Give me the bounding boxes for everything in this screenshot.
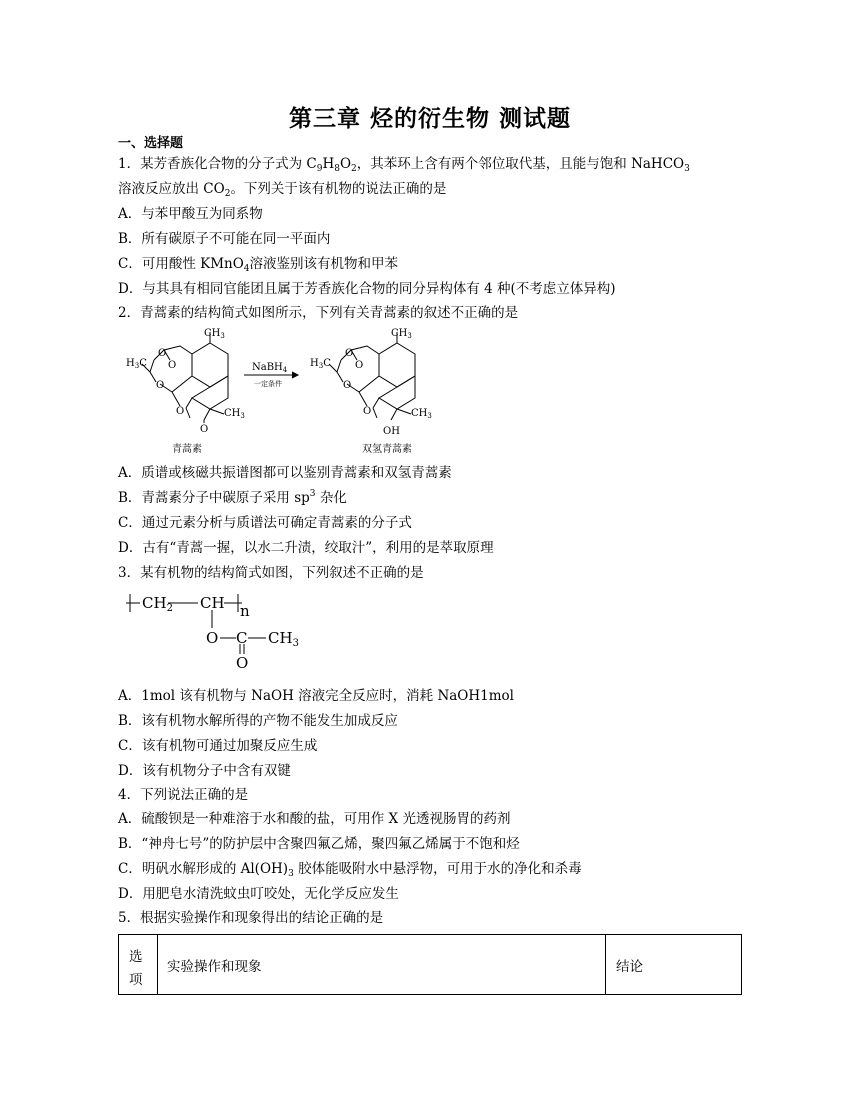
svg-text:NaBH4: NaBH$_4$ [252, 362, 288, 374]
svg-text:一定条件: 一定条件 [254, 380, 282, 388]
q4-option-b: B．“神舟七号”的防护层中含聚四氟乙烯，聚四氟乙烯属于不饱和烃 [118, 836, 520, 852]
q3-option-c: C．该有机物可通过加聚反应生成 [118, 738, 318, 754]
q1-option-a: A．与苯甲酸互为同系物 [118, 206, 263, 222]
table-header-conclusion: 结论 [605, 935, 743, 994]
svg-text:O: O [355, 360, 364, 371]
q4-option-c: C．明矾水解形成的 $Al(OH)_3$ 胶体能吸附水中悬浮物，可用于水的净化和杀毒 [118, 861, 582, 879]
svg-text:O: O [345, 348, 354, 359]
page-title: 第三章 烃的衍生物 测试题 [288, 106, 571, 132]
q4-option-d: D．用肥皂水清洗蚊虫叮咬处，无化学反应发生 [118, 886, 399, 902]
svg-text:O: O [343, 380, 352, 391]
svg-text:O: O [236, 654, 249, 672]
q3-stem: 3．某有机物的结构简式如图，下列叙述不正确的是 [118, 565, 424, 581]
svg-text:O: O [176, 406, 185, 417]
svg-text:O: O [206, 629, 219, 647]
q4-option-a: A．硫酸钡是一种难溶于水和酸的盐，可用作 X 光透视肠胃的药剂 [118, 811, 511, 827]
q3-option-a: A．1mol 该有机物与 NaOH 溶液完全反应时，消耗 NaOH1mol [118, 688, 514, 704]
q2-option-a: A．质谱或核磁共振谱图都可以鉴别青蒿素和双氢青蒿素 [118, 465, 452, 481]
q5-stem: 5．根据实验操作和现象得出的结论正确的是 [118, 910, 384, 926]
svg-text:CH3: $CH_3$ [224, 408, 245, 420]
artemisinin-reaction-figure [120, 326, 440, 458]
q4-stem: 4．下列说法正确的是 [118, 787, 249, 803]
svg-text:OH: OH [383, 426, 400, 437]
svg-text:CH2: $CH_2$ [142, 594, 173, 614]
q2-option-d: D．古有“青蒿一握，以水二升渍，绞取汁”，利用的是萃取原理 [118, 540, 494, 556]
svg-text:CH3: $CH_3$ [391, 328, 412, 340]
table-header-option: 选 项 [119, 935, 158, 994]
q2-option-b: B．青蒿素分子中碳原子采用 $sp^3$ 杂化 [118, 489, 347, 506]
svg-text:O: O [363, 406, 372, 417]
q1-option-c: C．可用酸性 KMnO$_4$溶液鉴别该有机物和甲苯 [118, 256, 399, 274]
q2-stem: 2．青蒿素的结构简式如图所示，下列有关青蒿素的叙述不正确的是 [118, 305, 519, 321]
q2-option-c: C．通过元素分析与质谱法可确定青蒿素的分子式 [118, 515, 412, 531]
svg-text:CH3: $CH_3$ [268, 629, 299, 649]
q1-option-d: D．与其具有相同官能团且属于芳香族化合物的同分异构体有 4 种(不考虑立体异构) [118, 281, 616, 297]
svg-text:n: n [240, 602, 250, 620]
svg-text:O: O [200, 424, 209, 435]
svg-text:双氢青蒿素: 双氢青蒿素 [362, 444, 412, 455]
q1-stem-line1: 1．某芳香族化合物的分子式为 $C_9H_8O_2$，其苯环上含有两个邻位取代基，且能与饱和 NaHCO$_3$ [118, 156, 690, 174]
svg-text:O: O [168, 360, 177, 371]
q3-option-d: D．该有机物分子中含有双键 [118, 763, 291, 779]
svg-text:CH3: $CH_3$ [204, 328, 225, 340]
svg-text:H3C: $H_3C$ [310, 358, 331, 370]
polymer-structure-figure [126, 590, 316, 672]
svg-text:H3C: $H_3C$ [126, 358, 147, 370]
q5-table [118, 934, 742, 995]
svg-text:C: C [236, 629, 248, 647]
q1-stem-line2: 溶液反应放出 $CO_2$。下列关于该有机物的说法正确的是 [118, 181, 447, 199]
q3-option-b: B．该有机物水解所得的产物不能发生加成反应 [118, 713, 398, 729]
svg-text:CH: CH [200, 594, 225, 612]
svg-text:青蒿素: 青蒿素 [172, 444, 202, 455]
q1-option-b: B．所有碳原子不可能在同一平面内 [118, 231, 331, 247]
table-header-procedure: 实验操作和现象 [167, 959, 262, 975]
svg-text:O: O [156, 380, 165, 391]
section-heading: 一、选择题 [118, 136, 184, 151]
svg-text:O: O [158, 348, 167, 359]
svg-text:CH3: $CH_3$ [411, 408, 432, 420]
